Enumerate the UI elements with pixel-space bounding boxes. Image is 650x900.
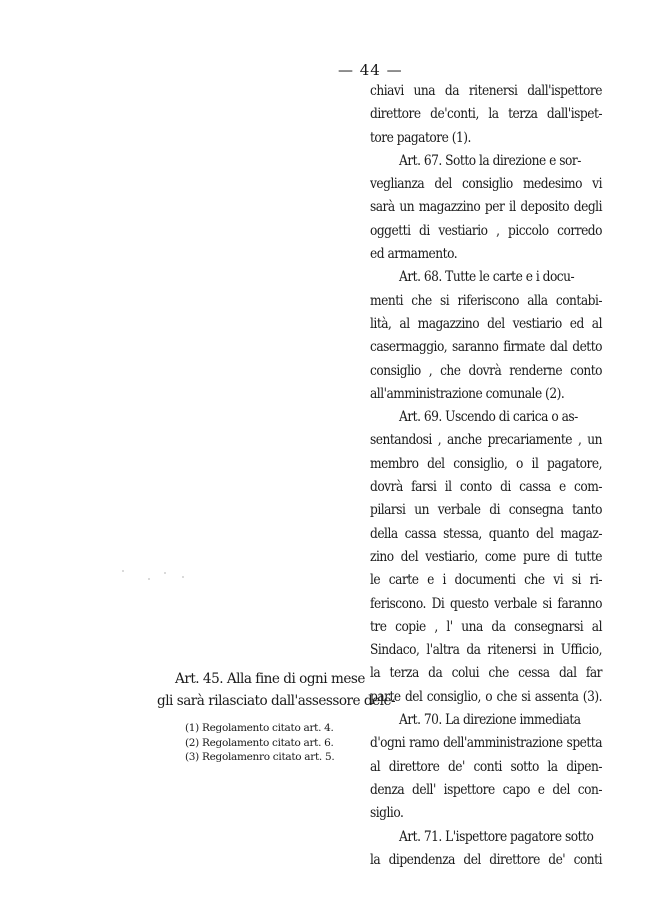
right-column-line: denza dell' ispettore capo e del con- <box>370 781 602 798</box>
page-number: — 44 — <box>338 61 403 79</box>
footnote: (2) Regolamento citato art. 6. <box>185 736 334 749</box>
left-column-line: Art. 45. Alla fine di ogni mese <box>175 671 365 687</box>
footnote: (3) Regolamenro citato art. 5. <box>185 751 335 763</box>
right-column-line: lità, al magazzino del vestiario ed al <box>370 315 602 332</box>
right-column-line: casermaggio, saranno firmate dal detto <box>370 339 602 356</box>
right-column-line: Art. 68. Tutte le carte e i docu- <box>399 269 575 286</box>
right-column-line: feriscono. Di questo verbale si faranno <box>370 595 602 612</box>
right-column-line: consiglio , che dovrà renderne conto <box>370 362 602 379</box>
right-column-line: menti che si riferiscono alla contabi- <box>370 292 602 309</box>
right-column-line: Sindaco, l'altra da ritenersi in Ufficio, <box>370 642 602 659</box>
right-column-line: veglianza del consiglio medesimo vi <box>370 176 602 193</box>
right-column-line: sarà un magazzino per il deposito degli <box>370 199 602 216</box>
right-column-line: la terza da colui che cessa dal far <box>370 665 602 682</box>
footnotes <box>185 721 334 765</box>
right-column-line: ed armamento. <box>370 246 458 263</box>
right-column-line: parte del consiglio, o che si assenta (3). <box>370 688 602 705</box>
left-column-text <box>157 668 396 712</box>
paper-specks <box>120 566 200 586</box>
left-column-line: gli sarà rilasciato dall'assessore dele- <box>157 693 396 709</box>
right-column-line: d'ogni ramo dell'amministrazione spetta <box>370 735 602 752</box>
right-column-text <box>370 80 602 872</box>
right-column-line: siglio. <box>370 805 404 822</box>
right-column-line: la dipendenza del direttore de' conti <box>370 851 602 868</box>
right-column-line: al direttore de' conti sotto la dipen- <box>370 758 602 775</box>
right-column-line: all'amministrazione comunale (2). <box>370 385 565 402</box>
right-column-line: della cassa stessa, quanto del magaz- <box>370 525 602 542</box>
right-column-line: dovrà farsi il conto di cassa e com- <box>370 479 602 496</box>
right-column-line: pilarsi un verbale di consegna tanto <box>370 502 602 519</box>
right-column-line: le carte e i documenti che vi si ri- <box>370 572 602 589</box>
right-column-line: oggetti di vestiario , piccolo corredo <box>370 222 602 239</box>
right-column-line: membro del consiglio, o il pagatore, <box>370 455 602 472</box>
right-column-line: direttore de'conti, la terza dall'ispet- <box>370 106 602 123</box>
right-column-line: sentandosi , anche precariamente , un <box>370 432 602 449</box>
right-column-line: Art. 70. La direzione immediata <box>399 712 581 729</box>
right-column-line: Art. 71. L'ispettore pagatore sotto <box>399 828 594 845</box>
right-column-line: zino del vestiario, come pure di tutte <box>370 548 602 565</box>
right-column-line: tre copie , l' una da consegnarsi al <box>370 618 602 635</box>
right-column-line: tore pagatore (1). <box>370 129 471 146</box>
right-column-line: chiavi una da ritenersi dall'ispettore <box>370 83 602 99</box>
footnote: (1) Regolamento citato art. 4. <box>185 722 334 734</box>
right-column-line: Art. 69. Uscendo di carica o as- <box>399 409 578 426</box>
right-column-line: Art. 67. Sotto la direzione e sor- <box>399 152 581 169</box>
